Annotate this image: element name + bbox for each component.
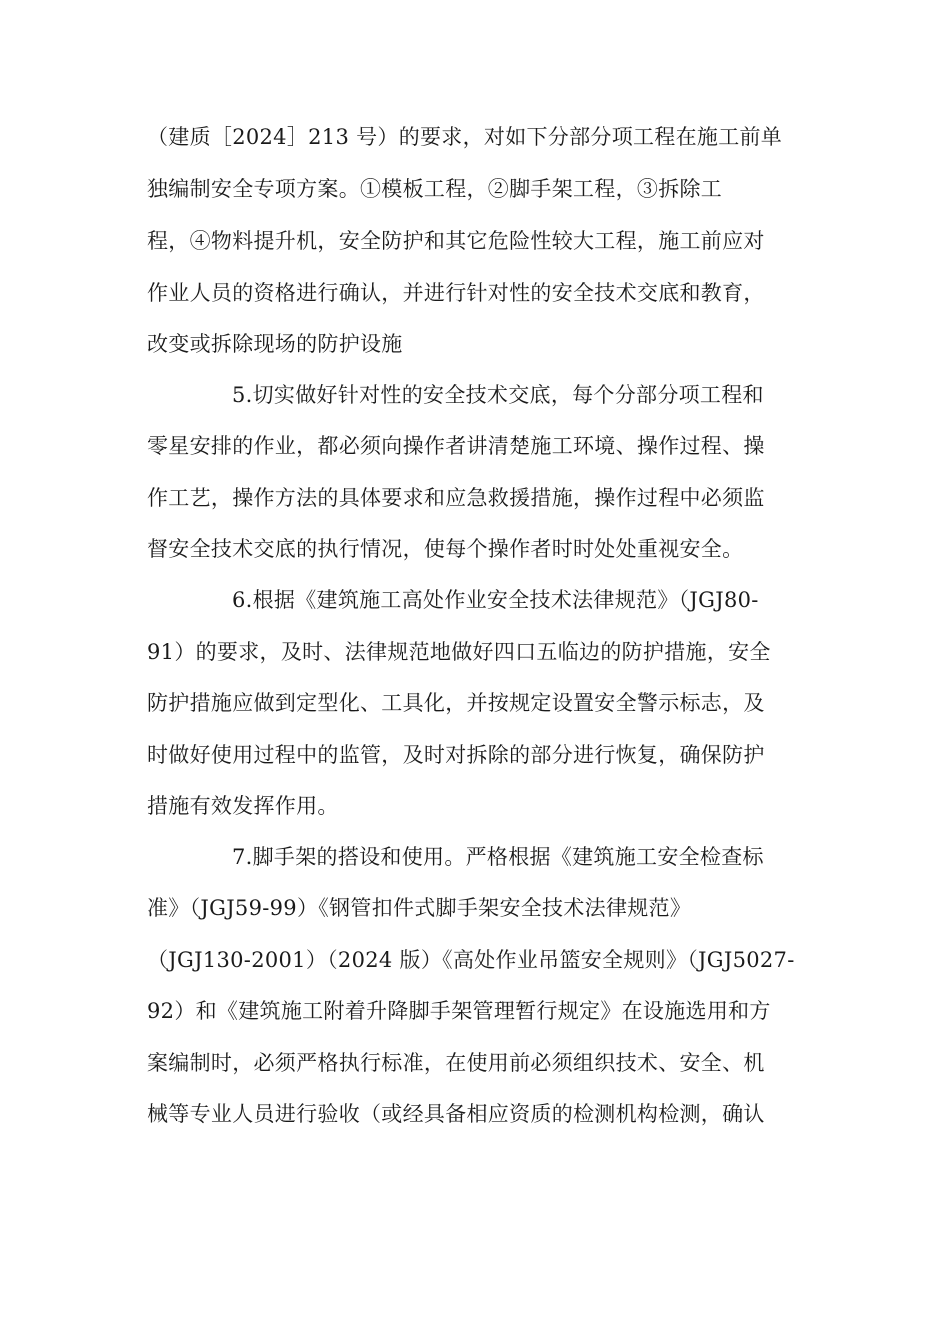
text-line: 案编制时，必须严格执行标准，在使用前必须组织技术、安全、机	[147, 1051, 765, 1075]
text-line: 督安全技术交底的执行情况，使每个操作者时时处处重视安全。	[147, 537, 744, 561]
text-line: 零星安排的作业，都必须向操作者讲清楚施工环境、操作过程、操	[147, 434, 765, 458]
text-line: （JGJ130-2001）（2024 版）《高处作业吊篮安全规则》（JGJ5027-	[147, 948, 795, 972]
paragraph-5-first-line: 5.切实做好针对性的安全技术交底，每个分部分项工程和	[232, 383, 764, 407]
text-line: 改变或拆除现场的防护设施	[147, 332, 403, 356]
text-line: （建质［2024］213 号）的要求，对如下分部分项工程在施工前单	[147, 125, 783, 149]
text-line: 作工艺，操作方法的具体要求和应急救援措施，操作过程中必须监	[147, 486, 765, 510]
paragraph-6-first-line: 6.根据《建筑施工高处作业安全技术法律规范》（JGJ80-	[232, 588, 759, 612]
text-line: 程，④物料提升机，安全防护和其它危险性较大工程，施工前应对	[147, 229, 765, 253]
text-line: 91）的要求，及时、法律规范地做好四口五临边的防护措施，安全	[147, 640, 771, 664]
text-line: 时做好使用过程中的监管，及时对拆除的部分进行恢复，确保防护	[147, 743, 765, 767]
text-line: 械等专业人员进行验收（或经具备相应资质的检测机构检测，确认	[147, 1102, 765, 1126]
text-line: 92）和《建筑施工附着升降脚手架管理暂行规定》在设施选用和方	[147, 999, 771, 1023]
text-line: 防护措施应做到定型化、工具化，并按规定设置安全警示标志，及	[147, 691, 765, 715]
text-line: 作业人员的资格进行确认，并进行针对性的安全技术交底和教育，	[147, 281, 765, 305]
text-line: 独编制安全专项方案。①模板工程，②脚手架工程，③拆除工	[147, 177, 723, 201]
paragraph-7-first-line: 7.脚手架的搭设和使用。严格根据《建筑施工安全检查标	[232, 845, 764, 869]
text-line: 措施有效发挥作用。	[147, 794, 339, 818]
text-line: 准》（JGJ59-99）《钢管扣件式脚手架安全技术法律规范》	[147, 896, 692, 920]
